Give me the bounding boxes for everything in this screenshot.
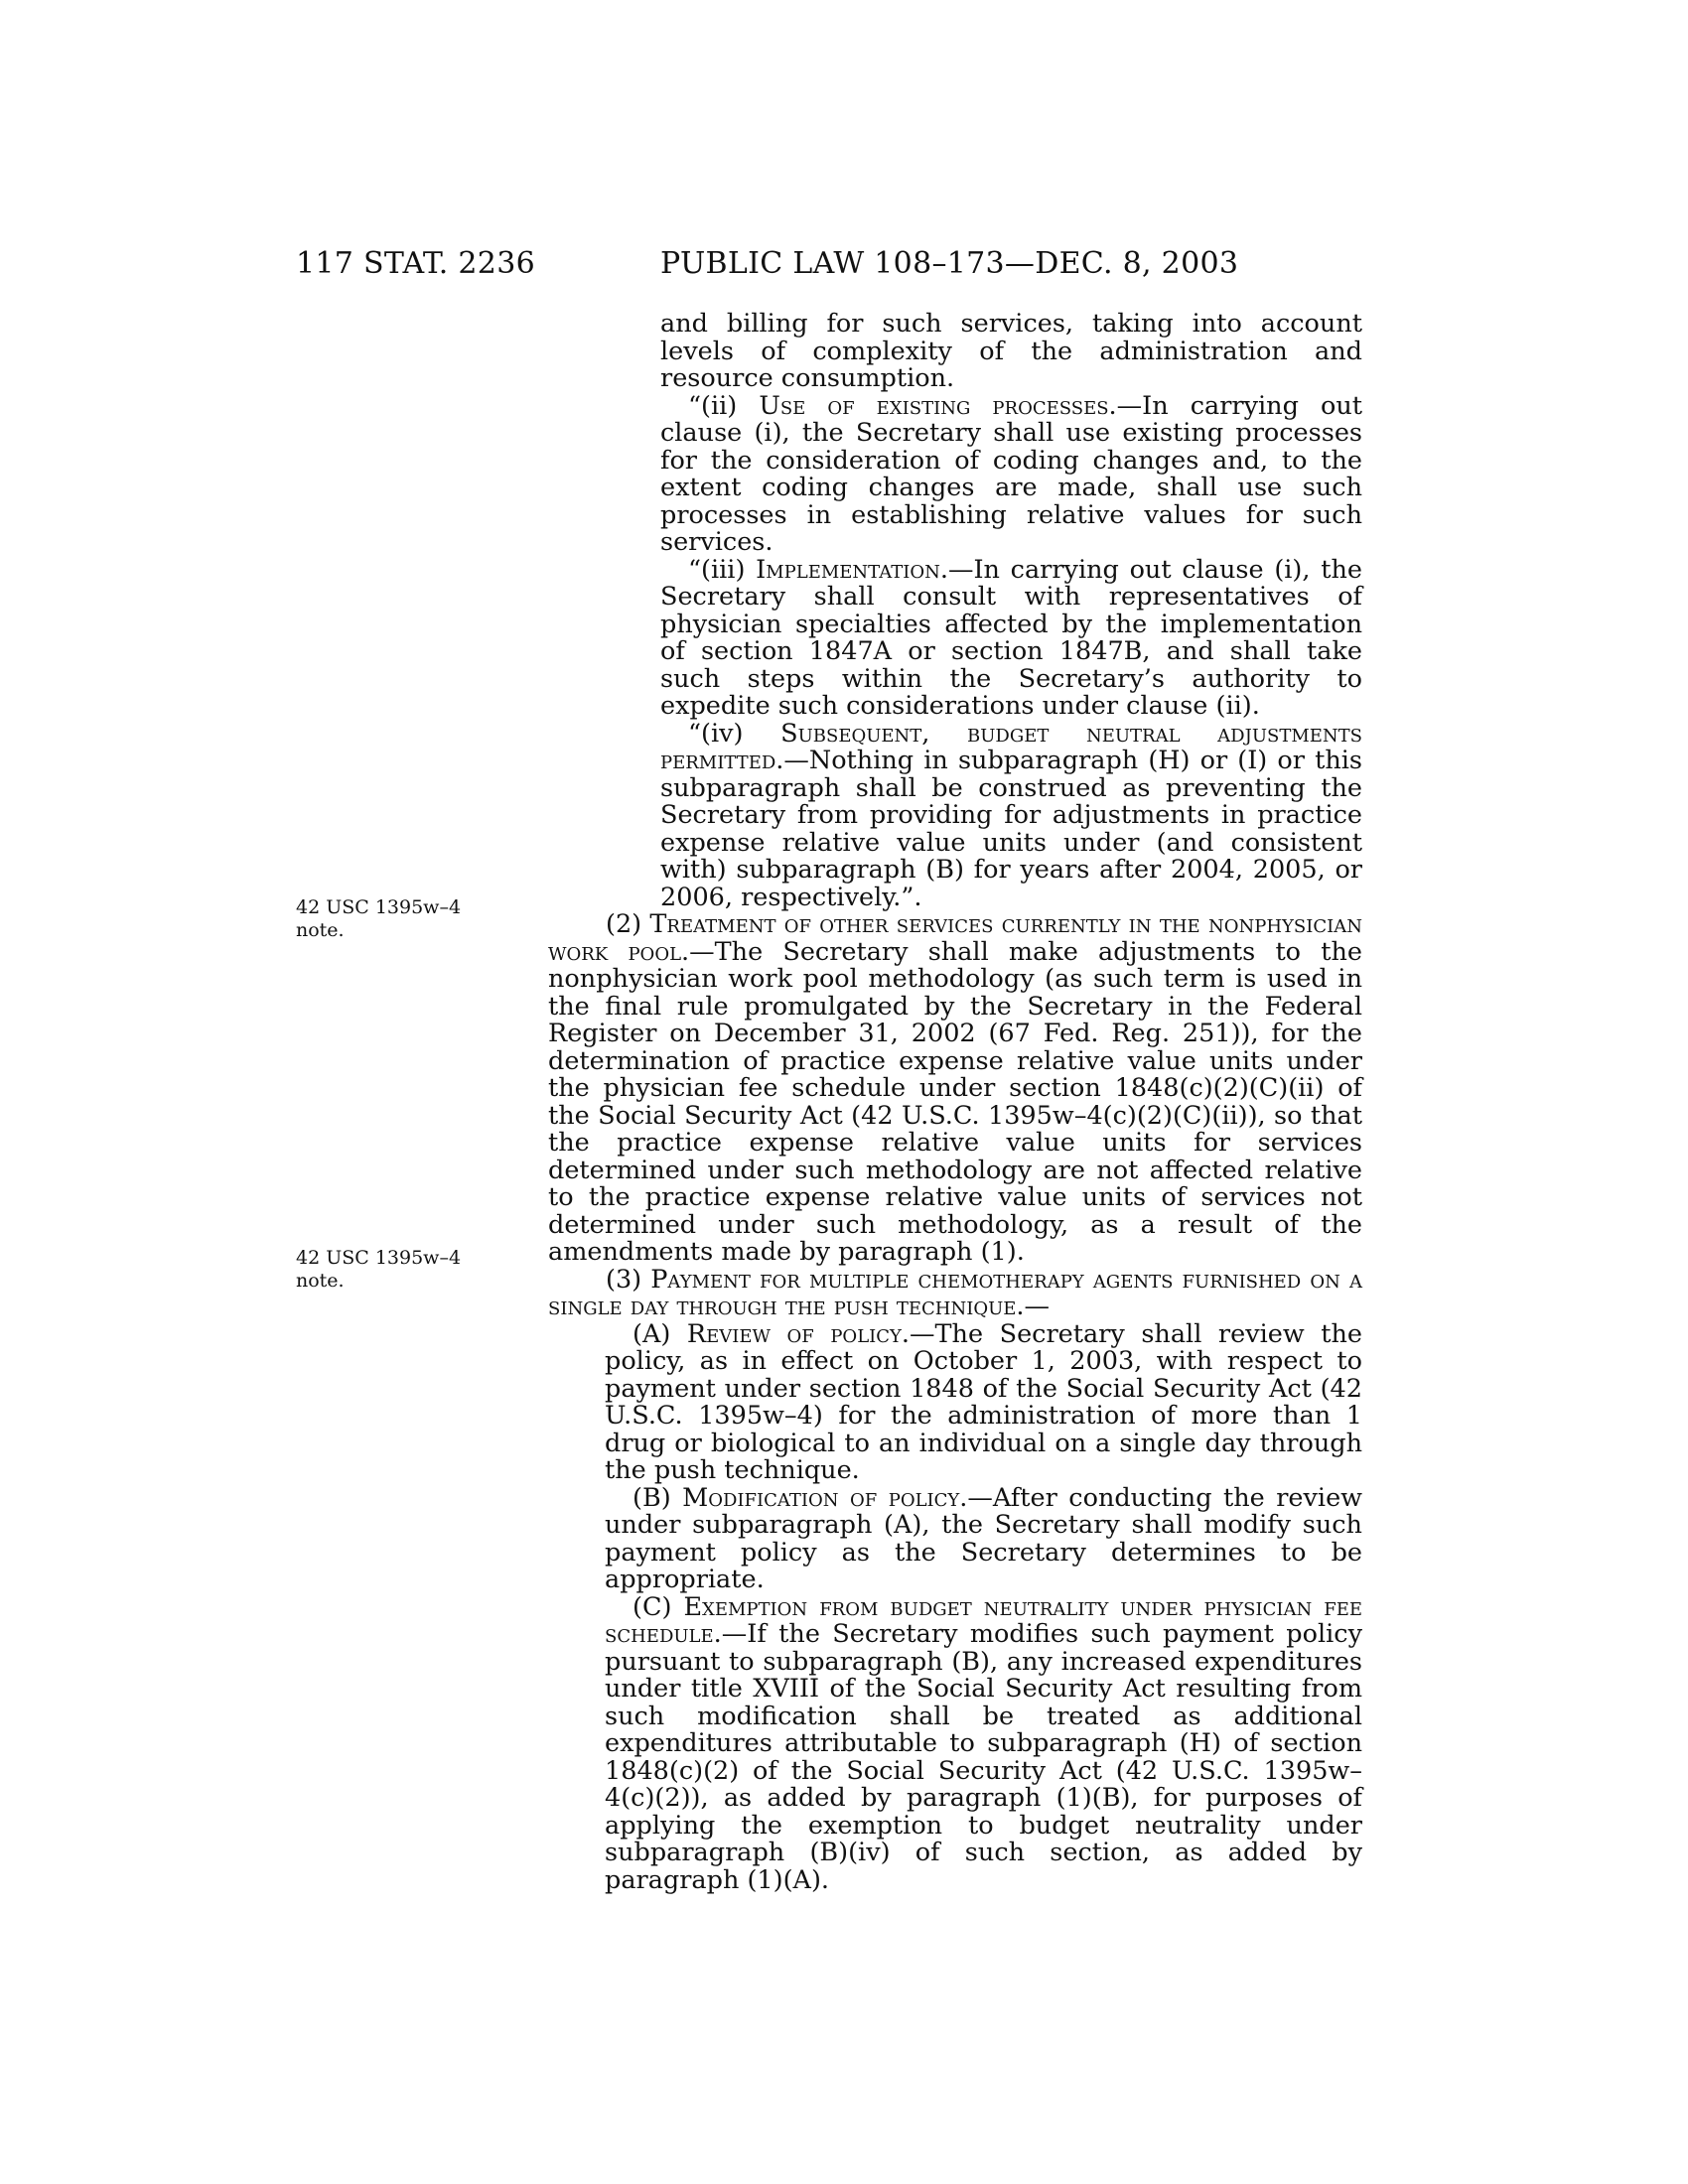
subparagraph-heading: Modification of policy. — [682, 1482, 968, 1513]
margin-note-label: note. — [296, 919, 345, 941]
paragraph-2 — [548, 911, 1362, 1267]
subparagraph-text: —After conducting the review under subparagraph (A), the Secretary shall modify such payment policy as the Secretary determines to be appropriate. — [605, 1482, 1362, 1594]
subparagraph-number: (A) — [633, 1318, 687, 1349]
clause-iv — [548, 718, 1362, 912]
margin-note — [296, 896, 475, 942]
subparagraph-number: (B) — [633, 1482, 683, 1513]
statute-body — [548, 311, 1362, 1894]
paragraph-text: — — [1024, 1292, 1051, 1321]
clause-heading: Subsequent, budget neutral adjustments permitted. — [660, 718, 1362, 775]
paragraph-continuation — [548, 311, 1362, 393]
margin-note-citation: 42 USC 1395w–4 — [296, 896, 462, 918]
clause-number: “(ii) — [688, 390, 760, 421]
subparagraph-text: —If the Secretary modifies such payment policy pursuant to subparagraph (B), any increased expenditures under title XVIII of the Social Security Act resulting from such modification shall be treated as additional expenditures attributable to subparagraph (H) of section 1848(c)(2) of the Social Security Act (42 U.S.C. 1395w–4(c)(2)), as added by paragraph (1)(B), for purposes of applying the exemption to budget neutrality under subparagraph (B)(iv) of such section, as added by paragraph (1)(A). — [605, 1619, 1362, 1895]
clause-heading: Use of existing processes. — [759, 390, 1117, 421]
clause-iii — [548, 554, 1362, 721]
clause-text: —Nothing in subparagraph (H) or (I) or this subparagraph shall be construed as preventing the Secretary from providing for adjustments in practice expense relative value units under (and consistent with) subparagraph (B) for years after 2004, 2005, or 2006, respectively.”. — [660, 746, 1362, 912]
paragraph-text: and billing for such services, taking into account levels of complexity of the administration and resource consumption. — [660, 309, 1362, 393]
paragraph-heading: Treatment of other services currently in the nonphysician work pool. — [548, 909, 1362, 967]
paragraph-text: —The Secretary shall make adjustments to the nonphysician work pool methodology (as such term is used in the final rule promulgated by the Secretary in the Federal Register on December 31, 2002 (67 Fed. Reg. 251)), for the determination of practice expense relative value units under the physician fee schedule under section 1848(c)(2)(C)(ii) of the Social Security Act (42 U.S.C. 1395w–4(c)(2)(C)(ii)), so that the practice expense relative value units for services determined under such methodology are not affected relative to the practice expense relative value units of services not determined under such methodology, as a result of the amendments made by paragraph (1). — [548, 936, 1362, 1267]
paragraph-heading: Payment for multiple chemotherapy agents furnished on a single day through the push technique. — [548, 1264, 1362, 1321]
paragraph-number: (2) — [606, 909, 650, 939]
margin-note-label: note. — [296, 1270, 345, 1292]
subparagraph-c — [548, 1591, 1362, 1895]
subparagraph-heading: Exemption from budget neutrality under physician fee schedule. — [605, 1591, 1362, 1649]
subparagraph-text: —The Secretary shall review the policy, as in effect on October 1, 2003, with respect to payment under section 1848 of the Social Security Act (42 U.S.C. 1395w–4) for the administration of more than 1 drug or biological to an individual on a single day through the push technique. — [605, 1318, 1362, 1485]
margin-note-citation: 42 USC 1395w–4 — [296, 1247, 462, 1269]
subparagraph-b — [548, 1482, 1362, 1594]
clause-number: “(iii) — [688, 554, 757, 585]
clause-number: “(iv) — [688, 718, 781, 749]
subparagraph-heading: Review of policy. — [686, 1318, 911, 1349]
paragraph-number: (3) — [606, 1264, 651, 1295]
clause-heading: Implementation. — [756, 554, 948, 585]
clause-ii — [548, 390, 1362, 557]
running-header-title: PUBLIC LAW 108–173—DEC. 8, 2003 — [660, 246, 1239, 281]
stat-page-number: 117 STAT. 2236 — [296, 246, 535, 281]
paragraph-3 — [548, 1264, 1362, 1321]
clause-text: —In carrying out clause (i), the Secretary shall consult with representatives of physician specialties affected by the implementation of section 1847A or section 1847B, and shall take such steps within the Secretary’s authority to expedite such considerations under clause (ii). — [660, 554, 1362, 721]
clause-text: —In carrying out clause (i), the Secretary shall use existing processes for the consideration of coding changes and, to the extent coding changes are made, shall use such processes in establishing relative values for such services. — [660, 390, 1362, 557]
subparagraph-number: (C) — [633, 1591, 684, 1622]
subparagraph-a — [548, 1318, 1362, 1485]
margin-note — [296, 1247, 475, 1293]
